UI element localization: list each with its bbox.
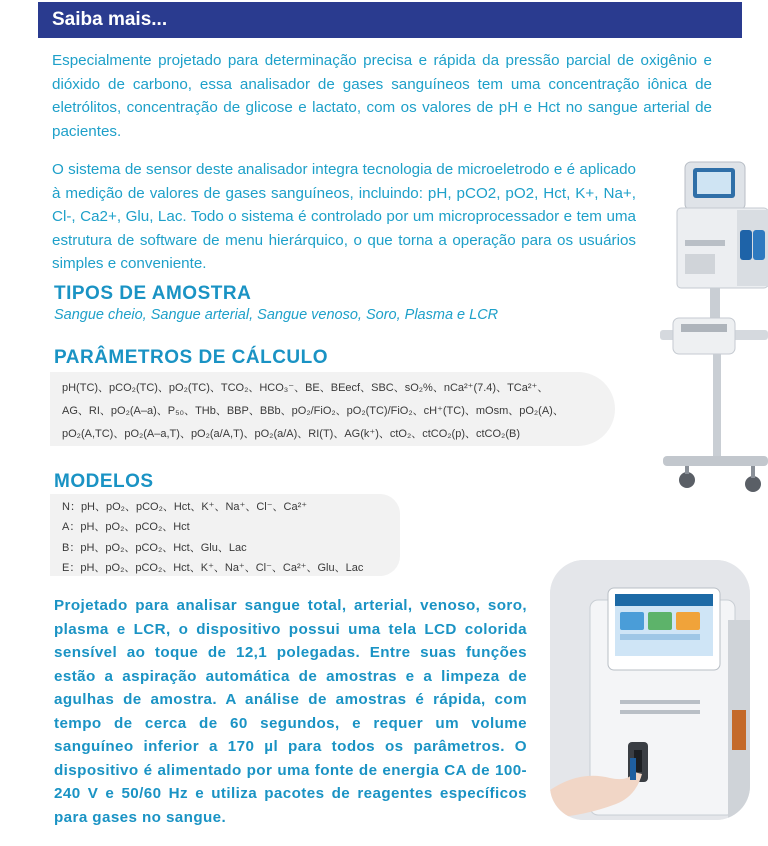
models-title: MODELOS: [54, 471, 154, 492]
sample-types-title: TIPOS DE AMOSTRA: [54, 283, 252, 304]
model-line: E：pH、pO₂、pCO₂、Hct、K⁺、Na⁺、Cl⁻、Ca²⁺、Glu、Lac: [62, 562, 364, 574]
section-header: Saiba mais...: [38, 2, 742, 38]
calc-params-line: pO₂(A,TC)、pO₂(A–a,T)、pO₂(a/A,T)、pO₂(a/A)、RI(T)、AG(k⁺)、ctO₂、ctCO₂(p)、ctCO₂(B): [62, 428, 520, 440]
calc-params-line: AG、RI、pO₂(A–a)、P₅₀、THb、BBP、BBb、pO₂/FiO₂、pO₂(TC)/FiO₂、cH⁺(TC)、mOsm、pO₂(A)、: [62, 405, 564, 417]
intro-paragraph-1: Especialmente projetado para determinação precisa e rápida da pressão parcial de oxigênio e dióxido de carbono, essa analisador de gases sanguíneos tem uma concentração iônica de eletrólitos, concentração de glicose e lactato, com os valores de pH e Hct no sangue arterial de pacientes.: [52, 52, 712, 140]
calc-params-title: PARÂMETROS DE CÁLCULO: [54, 347, 329, 368]
sample-types-text: Sangue cheio, Sangue arterial, Sangue venoso, Soro, Plasma e LCR: [54, 307, 499, 323]
intro-paragraph-2: O sistema de sensor deste analisador integra tecnologia de microeletrodo e é aplicado à medição de valores de gases sanguíneos, incluindo: pH, pCO2, pO2, Hct, K+, Na+, Cl-, Ca2+, Glu, Lac. Todo o sistema é controlado por um microprocessador e tem uma estrutura de software de menu hierárquico, o que torna a operação para os usuários simples e conveniente.: [52, 161, 636, 272]
model-line: A：pH、pO₂、pCO₂、Hct: [62, 521, 190, 533]
analyzer-cart-photo: [615, 150, 768, 500]
model-line: B：pH、pO₂、pCO₂、Hct、Glu、Lac: [62, 542, 247, 554]
analyzer-closeup-photo: [550, 560, 750, 820]
calc-params-line: pH(TC)、pCO₂(TC)、pO₂(TC)、TCO₂、HCO₃⁻、BE、BEecf、SBC、sO₂%、nCa²⁺(7.4)、TCa²⁺、: [62, 382, 549, 394]
description-paragraph: Projetado para analisar sangue total, arterial, venoso, soro, plasma e LCR, o dispositivo possui uma tela LCD colorida sensível ao toque de 12,1 polegadas. Entre suas funções estão a aspiração automática de amostras e a limpeza de agulhas de amostra. A análise de amostras é rápida, com tempo de cerca de 60 segundos, e requer um volume sanguíneo inferior a 170 µl para todos os parâmetros. O dispositivo é alimentado por uma fonte de energia CA de 100-240 V e 50/60 Hz e utiliza pacotes de reagentes específicos para gases no sangue.: [54, 597, 527, 826]
model-line: N：pH、pO₂、pCO₂、Hct、K⁺、Na⁺、Cl⁻、Ca²⁺: [62, 501, 308, 513]
